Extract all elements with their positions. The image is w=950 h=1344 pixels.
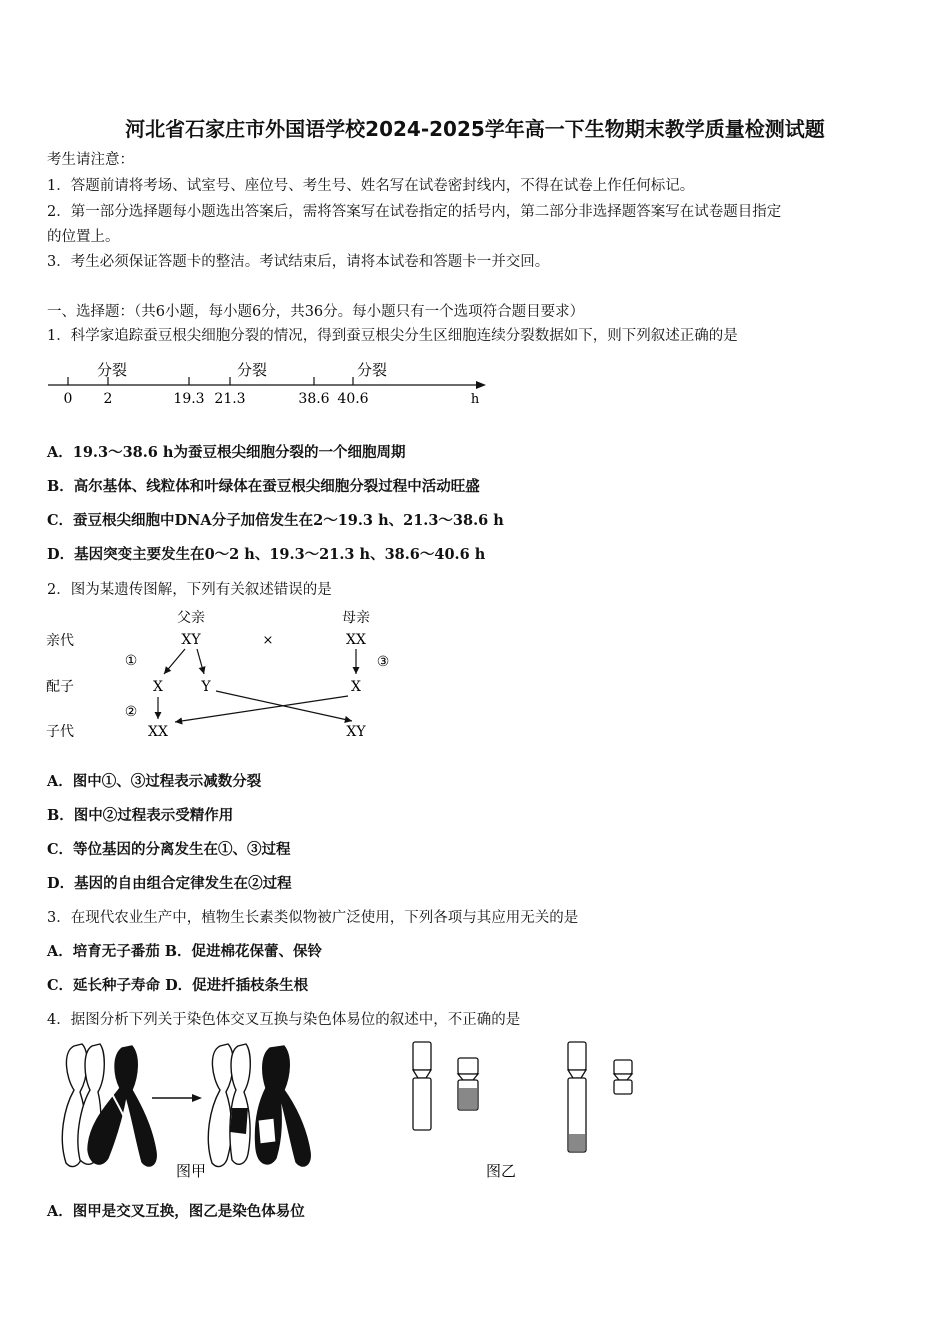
q3-options-ab[interactable]: A．培育无子番茄 B．促进棉花保蕾、保铃: [47, 943, 323, 960]
section-heading: 一、选择题：（共6小题，每小题6分，共36分。每小题只有一个选项符合题目要求）: [47, 304, 585, 320]
q3-options-cd[interactable]: C．延长种子寿命 D．促进扦插枝条生根: [47, 977, 309, 994]
chromosome-pair-after: [208, 1044, 310, 1167]
notice-item: 3．考生必须保证答题卡的整洁。考试结束后，请将本试卷和答题卡一并交回。: [47, 254, 550, 270]
timeline-tick: 38.6: [298, 391, 330, 407]
timeline-tick: 2: [103, 391, 113, 407]
q2-stem: 2．图为某遗传图解，下列有关叙述错误的是: [47, 582, 332, 598]
timeline-tick: 21.3: [214, 391, 246, 407]
chromosome-translocation-before: [413, 1042, 478, 1130]
row-label-parent: 亲代: [46, 633, 74, 649]
figure-a-label: 图甲: [175, 1162, 207, 1180]
timeline-label: 分裂: [96, 361, 128, 379]
father-genotype: XY: [181, 632, 201, 648]
step-marker-2: ②: [124, 704, 138, 720]
chromosome-pair-before: [62, 1044, 156, 1167]
q2-option-a[interactable]: A．图中①、③过程表示减数分裂: [47, 773, 262, 790]
row-label-gamete: 配子: [46, 679, 74, 695]
father-label: 父亲: [177, 610, 205, 626]
notice-item: 的位置上。: [47, 229, 120, 245]
notice-item: 2．第一部分选择题每小题选出答案后，需将答案写在试卷指定的括号内，第二部分非选择题答案写在试卷题目指定: [47, 204, 782, 220]
q1-option-d[interactable]: D．基因突变主要发生在0～2 h、19.3～21.3 h、38.6～40.6 h: [47, 546, 486, 563]
timeline-arrowhead: [476, 381, 486, 389]
cross-symbol: ×: [262, 633, 274, 648]
offspring-xx: XX: [148, 724, 168, 740]
offspring-xy: XY: [346, 724, 366, 740]
page-title: 河北省石家庄市外国语学校2024-2025学年高一下生物期末教学质量检测试题: [125, 117, 825, 141]
timeline-tick: 40.6: [337, 391, 369, 407]
q4-stem: 4．据图分析下列关于染色体交叉互换与染色体易位的叙述中，不正确的是: [47, 1012, 521, 1028]
step-marker-1: ①: [124, 653, 138, 669]
genetics-diagram: [40, 605, 400, 745]
gamete-y-father: Y: [201, 679, 211, 695]
timeline-tick: 0: [63, 391, 73, 407]
timeline-label: 分裂: [236, 361, 268, 379]
q2-option-c[interactable]: C．等位基因的分离发生在①、③过程: [47, 841, 291, 858]
chromosome-translocation-after: [568, 1042, 632, 1152]
q1-stem: 1．科学家追踪蚕豆根尖细胞分裂的情况，得到蚕豆根尖分生区细胞连续分裂数据如下，则下列叙述正确的是: [47, 328, 738, 344]
q1-option-a[interactable]: A．19.3～38.6 h为蚕豆根尖细胞分裂的一个细胞周期: [47, 444, 406, 461]
q2-option-d[interactable]: D．基因的自由组合定律发生在②过程: [47, 875, 292, 892]
mother-label: 母亲: [342, 610, 370, 626]
timeline-label: 分裂: [356, 361, 388, 379]
timeline-tick: 19.3: [173, 391, 205, 407]
cell-cycle-timeline: [40, 355, 500, 410]
gamete-x-mother: X: [351, 679, 361, 695]
q2-option-b[interactable]: B．图中②过程表示受精作用: [47, 807, 234, 824]
chromosome-figure: [44, 1038, 644, 1183]
q1-option-c[interactable]: C．蚕豆根尖细胞中DNA分子加倍发生在2～19.3 h、21.3～38.6 h: [47, 512, 504, 529]
q4-option-a[interactable]: A．图甲是交叉互换，图乙是染色体易位: [47, 1203, 305, 1220]
notice-item: 1．答题前请将考场、试室号、座位号、考生号、姓名写在试卷密封线内，不得在试卷上作任何标记。: [47, 178, 695, 194]
q1-option-b[interactable]: B．高尔基体、线粒体和叶绿体在蚕豆根尖细胞分裂过程中活动旺盛: [47, 478, 480, 495]
row-label-child: 子代: [46, 724, 74, 740]
notice-heading: 考生请注意：: [47, 152, 134, 168]
step-marker-3: ③: [376, 654, 390, 670]
timeline-unit: h: [470, 392, 480, 407]
mother-genotype: XX: [346, 632, 366, 648]
q3-stem: 3．在现代农业生产中，植物生长素类似物被广泛使用，下列各项与其应用无关的是: [47, 910, 579, 926]
figure-b-label: 图乙: [485, 1162, 517, 1180]
gamete-x-father: X: [153, 679, 163, 695]
